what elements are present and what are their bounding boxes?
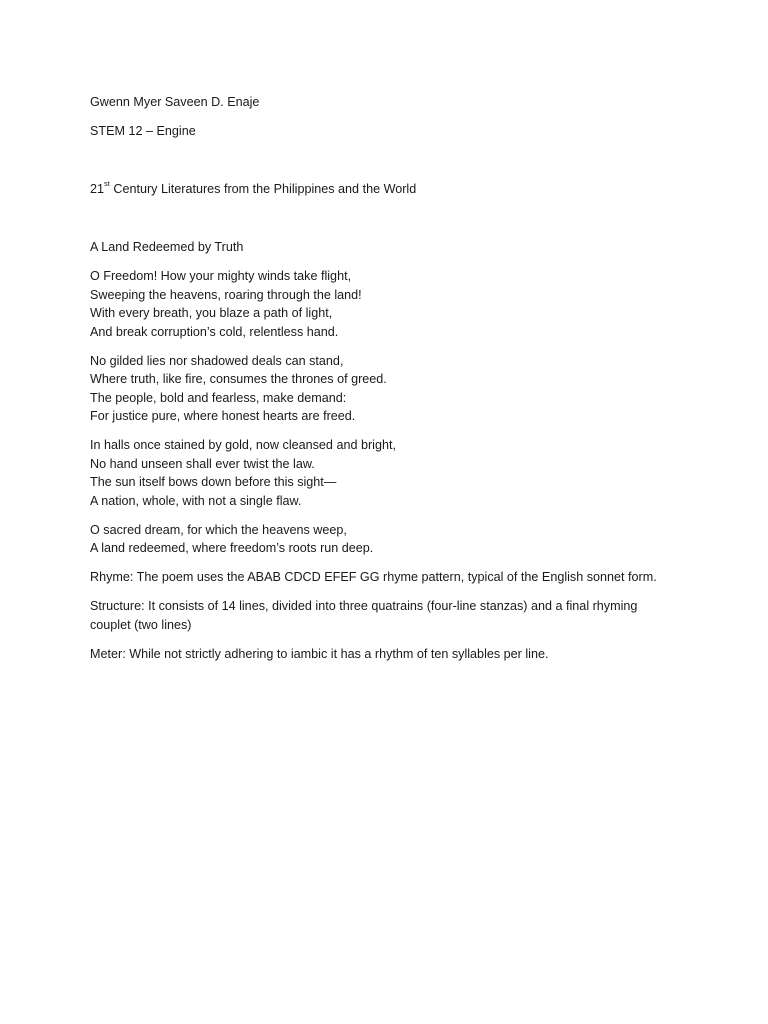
poem-line: No hand unseen shall ever twist the law. (90, 456, 315, 471)
poem-line: The sun itself bows down before this sight— (90, 475, 337, 489)
structure-note: Structure: It consists of 14 lines, divided into three quatrains (four-line stanzas) and a final rhyming couplet (two lines) (90, 599, 638, 632)
poem-line: O sacred dream, for which the heavens weep, (90, 522, 347, 537)
stanza-2 (90, 352, 690, 426)
poem-line: In halls once stained by gold, now cleansed and bright, (90, 438, 396, 452)
subject-ordinal-suffix: st (104, 179, 110, 189)
poem-line: No gilded lies nor shadowed deals can stand, (90, 353, 344, 368)
meter-note: Meter: While not strictly adhering to iambic it has a rhythm of ten syllables per line. (90, 646, 549, 661)
poem-line: The people, bold and fearless, make demand: (90, 390, 347, 405)
rhyme-note: Rhyme: The poem uses the ABAB CDCD EFEF GG rhyme pattern, typical of the English sonnet form. (90, 570, 657, 584)
poem-title: A Land Redeemed by Truth (90, 240, 244, 254)
subject-name: Century Literatures from the Philippines and the World (109, 181, 417, 196)
stanza-4-couplet (90, 521, 690, 558)
student-name: Gwenn Myer Saveen D. Enaje (90, 95, 260, 109)
poem-line: And break corruption’s cold, relentless hand. (90, 324, 339, 339)
poem-line: O Freedom! How your mighty winds take flight, (90, 269, 352, 283)
poem-line: Sweeping the heavens, roaring through the land! (90, 287, 362, 302)
stanza-1 (90, 267, 690, 341)
class-section: STEM 12 – Engine (90, 124, 196, 138)
poem-line: Where truth, like fire, consumes the thrones of greed. (90, 372, 387, 386)
poem-line: For justice pure, where honest hearts are freed. (90, 409, 356, 423)
poem-line: A land redeemed, where freedom’s roots run deep. (90, 541, 374, 555)
stanza-3 (90, 436, 690, 510)
subject-title (90, 180, 690, 199)
poem-line: A nation, whole, with not a single flaw. (90, 493, 302, 508)
document-page (90, 93, 690, 663)
poem-line: With every breath, you blaze a path of light, (90, 306, 333, 320)
subject-number: 21 (90, 181, 105, 196)
